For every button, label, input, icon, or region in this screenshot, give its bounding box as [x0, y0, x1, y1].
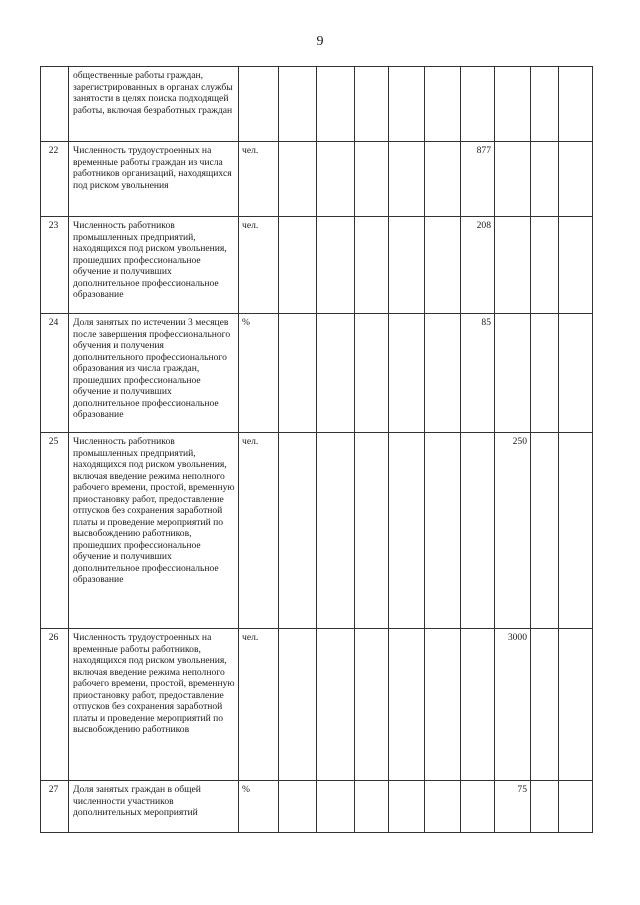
value-cell — [531, 67, 559, 142]
unit-cell: чел. — [239, 433, 279, 629]
row-number — [41, 67, 69, 142]
value-cell: 85 — [461, 314, 495, 433]
value-cell — [559, 629, 593, 781]
value-cell — [279, 433, 317, 629]
value-cell — [559, 314, 593, 433]
value-cell — [531, 314, 559, 433]
value-cell — [317, 433, 355, 629]
row-number: 24 — [41, 314, 69, 433]
value-cell — [425, 781, 461, 833]
value-cell — [389, 142, 425, 217]
value-cell — [531, 433, 559, 629]
value-cell — [495, 314, 531, 433]
value-cell — [425, 433, 461, 629]
row-number: 22 — [41, 142, 69, 217]
row-number: 23 — [41, 217, 69, 314]
value-cell — [317, 142, 355, 217]
value-cell — [355, 314, 389, 433]
value-cell — [279, 217, 317, 314]
value-cell — [389, 629, 425, 781]
row-number: 27 — [41, 781, 69, 833]
row-number: 25 — [41, 433, 69, 629]
indicator-name: Доля занятых граждан в общей численности участников дополнительных мероприятий — [69, 781, 239, 833]
value-cell — [317, 314, 355, 433]
value-cell — [425, 629, 461, 781]
value-cell — [559, 433, 593, 629]
value-cell — [389, 67, 425, 142]
indicator-name: Численность работников промышленных предприятий, находящихся под риском увольнения, включая введение режима неполного рабочего времени, простой, временную приостановку работ, предоставление отпусков без сохранения заработной платы и проведение мероприятий по высвобождению работников, прошедших профессиональное обучение и получивших дополнительное профессиональное образование — [69, 433, 239, 629]
value-cell — [317, 781, 355, 833]
value-cell — [531, 629, 559, 781]
indicator-name: Численность трудоустроенных на временные работы работников, находящихся под риском увольнения, включая введение режима неполного рабочего времени, простой, временную приостановку работ, предоставление отпусков без сохранения заработной платы и проведение мероприятий по высвобождению работников — [69, 629, 239, 781]
indicator-name: Численность трудоустроенных на временные работы граждан из числа работников организаций, находящихся под риском увольнения — [69, 142, 239, 217]
value-cell — [389, 781, 425, 833]
value-cell — [559, 781, 593, 833]
value-cell — [425, 142, 461, 217]
value-cell — [279, 142, 317, 217]
value-cell — [279, 314, 317, 433]
value-cell — [531, 781, 559, 833]
value-cell — [355, 629, 389, 781]
value-cell — [531, 142, 559, 217]
value-cell — [317, 629, 355, 781]
indicator-name: общественные работы граждан, зарегистрированных в органах службы занятости в целях поиска подходящей работы, включая безработных граждан — [69, 67, 239, 142]
indicator-name: Численность работников промышленных предприятий, находящихся под риском увольнения, прошедших профессиональное обучение и получивших дополнительное профессиональное образование — [69, 217, 239, 314]
value-cell — [355, 142, 389, 217]
row-number: 26 — [41, 629, 69, 781]
value-cell — [559, 142, 593, 217]
value-cell: 208 — [461, 217, 495, 314]
value-cell — [495, 217, 531, 314]
value-cell — [495, 142, 531, 217]
value-cell — [461, 67, 495, 142]
unit-cell: чел. — [239, 142, 279, 217]
value-cell: 75 — [495, 781, 531, 833]
value-cell — [461, 629, 495, 781]
indicator-name: Доля занятых по истечении 3 месяцев после завершения профессионального обучения и получения дополнительного профессионального образования из числа граждан, прошедших профессиональное обучение и получивших дополнительное профессиональное образование — [69, 314, 239, 433]
unit-cell — [239, 67, 279, 142]
table-row — [41, 142, 593, 217]
page-number: 9 — [316, 34, 324, 49]
table-row — [41, 781, 593, 833]
value-cell — [317, 217, 355, 314]
value-cell — [425, 67, 461, 142]
unit-cell: % — [239, 314, 279, 433]
value-cell — [355, 433, 389, 629]
value-cell — [317, 67, 355, 142]
value-cell: 3000 — [495, 629, 531, 781]
value-cell: 250 — [495, 433, 531, 629]
unit-cell: % — [239, 781, 279, 833]
table-row — [41, 314, 593, 433]
value-cell — [461, 433, 495, 629]
indicators-table — [40, 66, 593, 833]
value-cell — [279, 781, 317, 833]
value-cell — [389, 314, 425, 433]
value-cell — [559, 217, 593, 314]
value-cell: 877 — [461, 142, 495, 217]
value-cell — [531, 217, 559, 314]
value-cell — [279, 67, 317, 142]
table-row — [41, 217, 593, 314]
value-cell — [495, 67, 531, 142]
value-cell — [425, 314, 461, 433]
value-cell — [355, 217, 389, 314]
value-cell — [355, 67, 389, 142]
value-cell — [279, 629, 317, 781]
table-row — [41, 67, 593, 142]
value-cell — [461, 781, 495, 833]
table-row — [41, 629, 593, 781]
value-cell — [389, 217, 425, 314]
value-cell — [559, 67, 593, 142]
value-cell — [425, 217, 461, 314]
unit-cell: чел. — [239, 629, 279, 781]
table-row — [41, 433, 593, 629]
value-cell — [355, 781, 389, 833]
unit-cell: чел. — [239, 217, 279, 314]
value-cell — [389, 433, 425, 629]
